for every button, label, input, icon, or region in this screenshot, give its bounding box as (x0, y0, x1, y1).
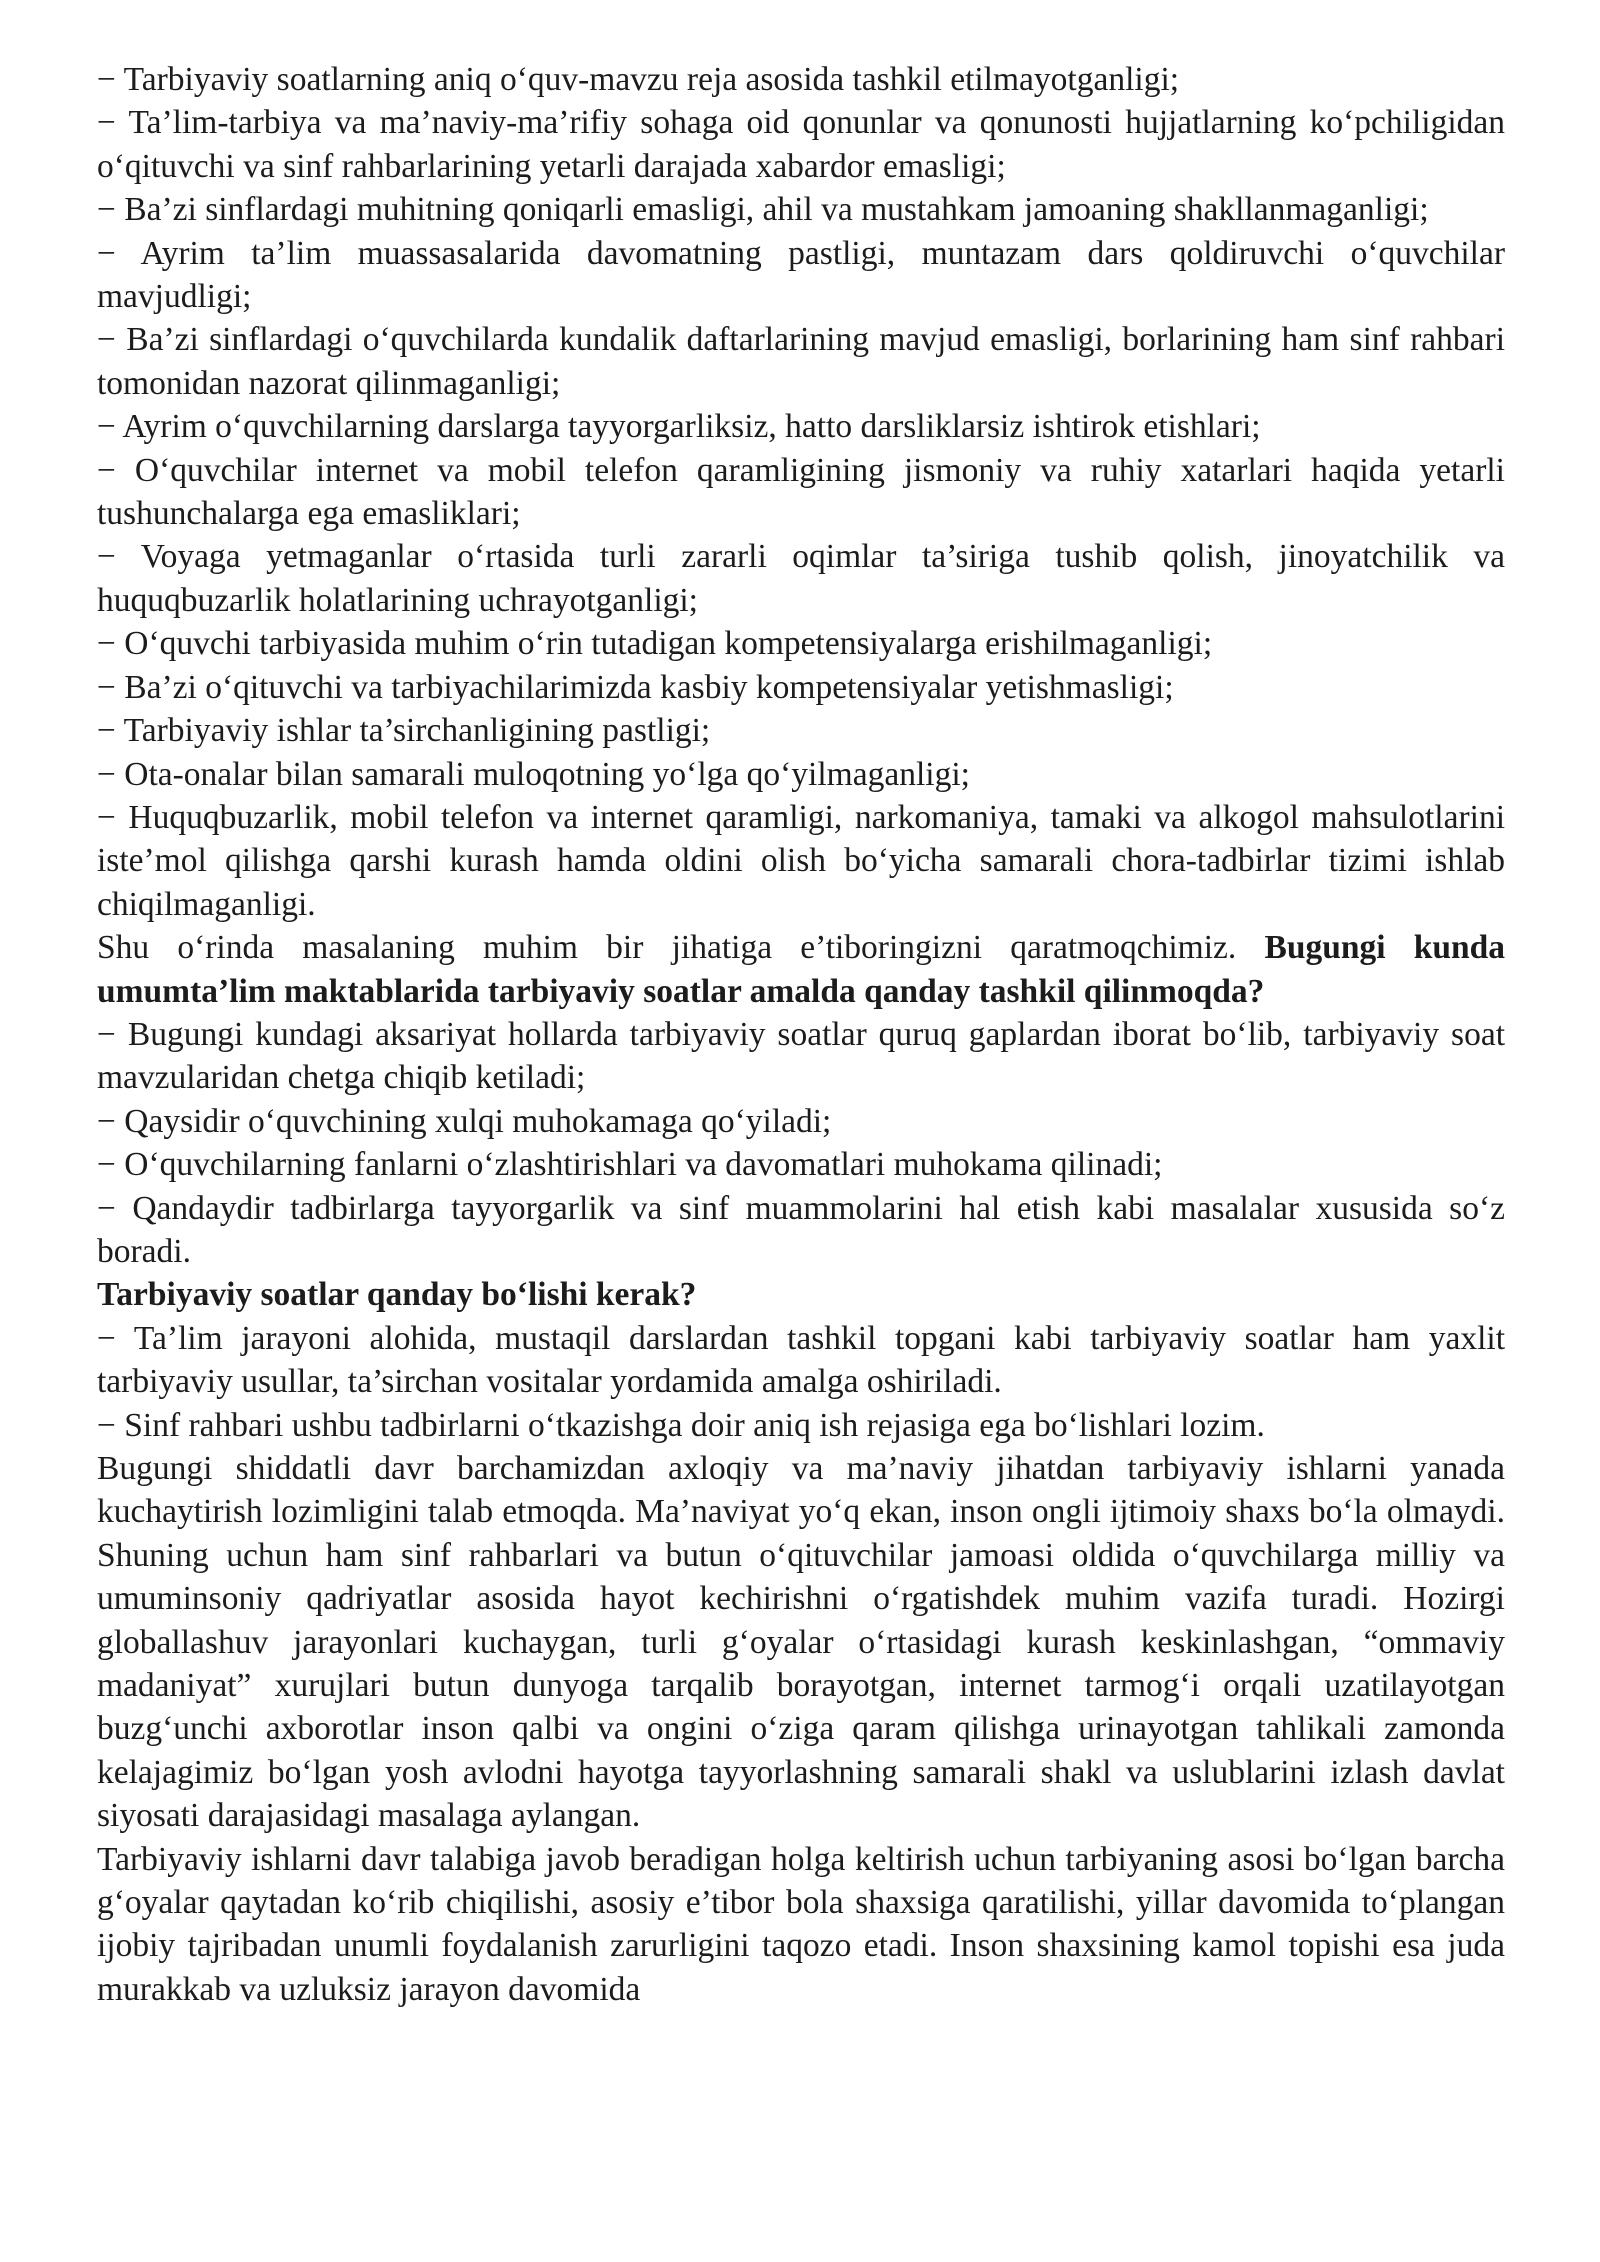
list-item: − O‘quvchi tarbiyasida muhim o‘rin tutadigan kompetensiyalarga erishilmaganligi; (97, 625, 1213, 663)
list-item: − Tarbiyaviy soatlarning aniq o‘quv-mavzu reja asosida tashkil etilmayotganligi; (97, 61, 1180, 98)
list-item: − Bugungi kundagi aksariyat hollarda tarbiyaviy soatlar quruq gaplardan iborat bo‘lib, tarbiyaviy soat mavzularidan chetga chiqib ketiladi; (97, 1015, 1505, 1097)
list-item: − Qandaydir tadbirlarga tayyorgarlik va sinf muammolarini hal etish kabi masalalar xususida so‘z boradi. (97, 1189, 1505, 1270)
section-heading: Tarbiyaviy soatlar qanday bo‘lishi kerak? (97, 1276, 697, 1314)
list-item: − Ayrim o‘quvchilarning darslarga tayyorgarliksiz, hatto darsliklarsiz ishtirok etishlari; (97, 408, 1261, 446)
list-item: − Huquqbuzarlik, mobil telefon va internet qaramligi, narkomaniya, tamaki va alkogol mahsulotlarini iste’mol qilishga qarshi kurash hamda oldini olish bo‘yicha samarali chora-tadbirlar tizimi ishlab chiqilmaganligi. (97, 798, 1505, 923)
list-item: − O‘quvchilar internet va mobil telefon qaramligining jismoniy va ruhiy xatarlari haqida yetarli tushunchalarga ega emasliklari; (97, 451, 1505, 533)
question-intro-text: Shu o‘rinda masalaning muhim bir jihatiga e’tiboringizni qaratmoqchimiz. (97, 929, 1265, 967)
list-item: − Voyaga yetmaganlar o‘rtasida turli zararli oqimlar ta’siriga tushib qolish, jinoyatchilik va huquqbuzarlik holatlarining uchrayotganligi; (97, 538, 1505, 619)
body-paragraph: Tarbiyaviy ishlarni davr talabiga javob beradigan holga keltirish uchun tarbiyaning asosi bo‘lgan barcha g‘oyalar qaytadan ko‘rib chiqilishi, asosiy e’tibor bola shaxsiga qaratilishi, yillar davomida to‘plangan ijobiy tajribadan unumli foydalanish zarurligini taqozo etadi. Inson shaxsining kamol topishi esa juda murakkab va uzluksiz jarayon davomida (97, 1840, 1505, 2008)
body-paragraph: Bugungi shiddatli davr barchamizdan axloqiy va ma’naviy jihatdan tarbiyaviy ishlarni yanada kuchaytirish lozimligini talab etmoqda. Ma’naviyat yo‘q ekan, inson ongli ijtimoiy shaxs bo‘la olmaydi. Shuning uchun ham sinf rahbarlari va butun o‘qituvchilar jamoasi oldida o‘quvchilarga milliy va umuminsoniy qadriyatlar asosida hayot kechirishni o‘rgatishdek muhim vazifa turadi. Hozirgi globallashuv jarayonlari kuchaygan, turli g‘oyalar o‘rtasidagi kurash keskinlashgan, “ommaviy madaniyat” xurujlari butun dunyoga tarqalib borayotgan, internet tarmog‘i orqali uzatilayotgan buzg‘unchi axborotlar inson qalbi va ongini o‘ziga qaram qilishga urinayotgan tahlikali zamonda kelajagimiz bo‘lgan yosh avlodni hayotga tayyorlashning samarali shakl va uslublarini izlash davlat siyosati darajasidagi masalaga aylangan. (97, 1450, 1505, 1835)
list-item: − Sinf rahbari ushbu tadbirlarni o‘tkazishga doir aniq ish rejasiga ega bo‘lishlari lozim. (97, 1406, 1265, 1444)
list-item: − O‘quvchilarning fanlarni o‘zlashtirishlari va davomatlari muhokama qilinadi; (97, 1146, 1163, 1184)
document-page (97, 58, 1505, 2011)
list-item: − Ba’zi sinflardagi muhitning qoniqarli emasligi, ahil va mustahkam jamoaning shakllanmaganligi; (97, 191, 1429, 229)
list-item: − Ta’lim-tarbiya va ma’naviy-ma’rifiy sohaga oid qonunlar va qonunosti hujjatlarning ko‘pchiligidan o‘qituvchi va sinf rahbarlarining yetarli darajada xabardor emasligi; (97, 104, 1505, 185)
list-item: − Ota-onalar bilan samarali muloqotning yo‘lga qo‘yilmaganligi; (97, 755, 970, 793)
list-item: − Ayrim ta’lim muassasalarida davomatning pastligi, muntazam dars qoldiruvchi o‘quvchilar mavjudligi; (97, 234, 1505, 316)
question-bold-text: Bugungi kunda umumta’lim maktablarida tarbiyaviy soatlar amalda qanday tashkil qilinmoqda? (97, 929, 1505, 1010)
list-item: − Qaysidir o‘quvchining xulqi muhokamaga qo‘yiladi; (97, 1102, 832, 1140)
list-item: − Ba’zi sinflardagi o‘quvchilarda kundalik daftarlarining mavjud emasligi, borlarining ham sinf rahbari tomonidan nazorat qilinmaganligi; (97, 321, 1505, 402)
list-item: − Tarbiyaviy ishlar ta’sirchanligining pastligi; (97, 712, 711, 750)
list-item: − Ba’zi o‘qituvchi va tarbiyachilarimizda kasbiy kompetensiyalar yetishmasligi; (97, 668, 1174, 706)
list-item: − Ta’lim jarayoni alohida, mustaqil darslardan tashkil topgani kabi tarbiyaviy soatlar ham yaxlit tarbiyaviy usullar, ta’sirchan vositalar yordamida amalga oshiriladi. (97, 1319, 1505, 1401)
question-paragraph (97, 926, 1505, 1013)
